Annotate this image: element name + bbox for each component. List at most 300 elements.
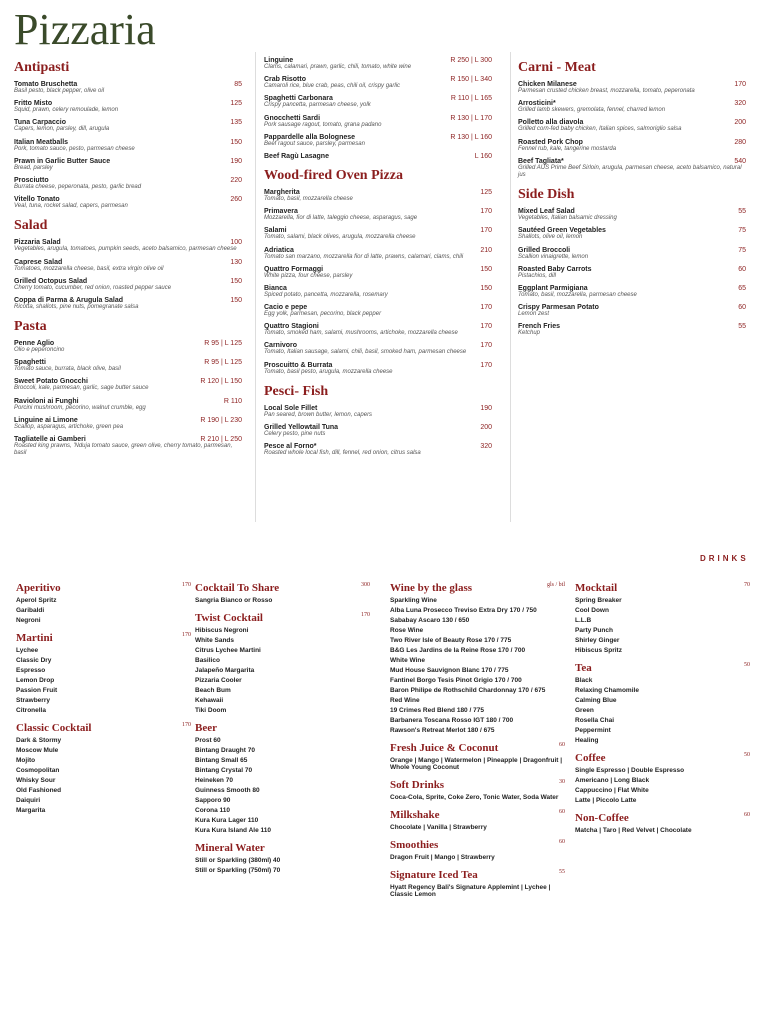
item-name: Primavera: [264, 208, 298, 216]
drink-item: Lemon Drop: [16, 677, 55, 684]
item-desc: Tomato, Italian sausage, salami, chili, basil, smoked ham, parmesan cheese: [264, 349, 467, 356]
item-name: Beef Tagliata*: [518, 157, 564, 165]
drink-item: Rawson's Retreat Merlot 180 / 675: [390, 727, 495, 734]
menu-item: [518, 227, 746, 234]
drink-item: Orange | Mango | Watermelon | Pineapple | Dragonfruit | Whole Young Coconut: [390, 757, 563, 771]
item-price: 125: [480, 188, 492, 196]
drink-item: Pizzaria Cooler: [195, 677, 242, 684]
item-price: 130: [230, 258, 242, 266]
item-name: Quattro Formaggi: [264, 265, 324, 273]
drink-item: Chocolate | Vanilla | Strawberry: [390, 824, 487, 831]
item-price: 150: [230, 138, 242, 146]
menu-item: [264, 227, 492, 234]
drink-item: Spring Breaker: [575, 597, 622, 604]
menu-item: [14, 340, 242, 347]
item-desc: Olio e peperoncino: [14, 347, 65, 354]
item-desc: Grilled AUS Prime Beef Sirloin, arugula, parmesan cheese, aceto balsamico, natural jus: [518, 164, 742, 178]
item-price: 170: [480, 361, 492, 369]
drink-item: Hibiscus Spritz: [575, 647, 622, 654]
drink-item: Barbanera Toscana Rosso IGT 180 / 700: [390, 717, 514, 724]
item-price: R 250 | L 300: [450, 57, 492, 64]
item-price: 210: [480, 246, 492, 254]
section-name: Coffee: [575, 752, 606, 764]
item-name: Prawn in Garlic Butter Sauce: [14, 157, 111, 165]
menu-item: [264, 443, 492, 450]
item-name: French Fries: [518, 323, 561, 331]
item-desc: Spiced potato, pancetta, mozzarella, rosemary: [264, 291, 388, 298]
drink-item: Cosmopolitan: [16, 767, 60, 774]
item-price: 85: [234, 81, 242, 88]
item-price: 135: [230, 119, 242, 127]
item-desc: Porcini mushroom, pecorino, walnut crumble, egg: [14, 404, 146, 411]
drinks-column-1: [16, 574, 191, 814]
item-desc: Ricotta, shallots, pine nuts, pomegranate salsa: [14, 303, 139, 310]
item-price: 200: [480, 424, 492, 431]
menu-item: [264, 189, 492, 196]
menu-item: [264, 304, 492, 311]
menu-item: [264, 95, 492, 102]
section-price: 50: [744, 752, 750, 758]
item-desc: Tomato sauce, burrata, black olive, basil: [14, 366, 121, 373]
drink-item: Rosella Chai: [575, 717, 615, 724]
drink-item: Sapporo 90: [195, 797, 231, 804]
section-title: [195, 582, 370, 594]
drink-item: Hyatt Regency Bali's Signature Applemint | Lychee | Classic Lemon: [390, 884, 551, 898]
item-name: Gnocchetti Sardi: [264, 114, 321, 122]
drink-item: Relaxing Chamomile: [575, 687, 639, 694]
section-name: Classic Cocktail: [16, 722, 92, 734]
menu-item: [14, 100, 242, 107]
item-price: 60: [738, 304, 746, 312]
item-name: Chicken Milanese: [518, 81, 577, 88]
section-title: [195, 842, 370, 854]
drink-item: Shirley Ginger: [575, 637, 620, 644]
item-price: R 130 | L 170: [450, 114, 492, 122]
drink-item: Americano | Long Black: [575, 777, 650, 784]
drink-item: Bintang Draught 70: [195, 747, 255, 754]
item-price: R 130 | L 160: [450, 133, 492, 141]
item-price: 150: [480, 284, 492, 292]
menu-item: [14, 139, 242, 146]
section-title: Carni - Meat: [518, 60, 596, 75]
menu-item: [264, 153, 492, 160]
drink-item: Party Punch: [575, 627, 613, 634]
item-price: 150: [230, 296, 242, 304]
menu-item: [518, 323, 746, 330]
section-price: 70: [744, 582, 750, 588]
section-title: [390, 742, 565, 754]
item-price: R 120 | L 150: [200, 378, 242, 386]
item-desc: Basil pesto, black pepper, olive oil: [14, 88, 105, 94]
section-name: Smoothies: [390, 839, 439, 851]
section-title: [575, 662, 750, 674]
section-title: [390, 779, 565, 791]
section-price: 30: [559, 779, 565, 785]
drink-item: Corona 110: [195, 807, 231, 814]
item-name: Tuna Carpaccio: [14, 119, 66, 127]
item-price: 170: [480, 323, 492, 331]
drink-item: Guinness Smooth 80: [195, 787, 260, 794]
section-name: Mineral Water: [195, 842, 265, 854]
section-title: [390, 582, 565, 594]
item-desc: Crispy pancetta, parmesan cheese, yolk: [264, 102, 371, 109]
section-title: [390, 869, 565, 881]
section-name: Signature Iced Tea: [390, 869, 478, 881]
item-price: 190: [480, 404, 492, 412]
item-name: Linguine: [264, 57, 294, 64]
section-name: Fresh Juice & Coconut: [390, 742, 499, 754]
item-name: Tagliatelle ai Gamberi: [14, 436, 86, 443]
item-name: Adriatica: [264, 246, 294, 254]
item-price: R 150 | L 340: [450, 76, 492, 84]
menu-item: [14, 81, 242, 88]
menu-item: [518, 208, 746, 215]
drink-item: Heineken 70: [195, 777, 233, 784]
item-price: 55: [738, 323, 746, 331]
item-desc: Roasted king prawns, 'Nduja tomato sauce, green olive, cherry tomato, parmesan, basil: [14, 443, 233, 457]
item-price: R 110 | L 165: [450, 95, 492, 103]
item-name: Prosciutto: [14, 176, 49, 184]
item-name: Grilled Yellowtail Tuna: [264, 424, 339, 431]
item-desc: Camaroli rice, blue crab, peas, chili oil, crispy garlic: [264, 83, 401, 90]
item-name: Crispy Parmesan Potato: [518, 304, 599, 312]
section-name: Beer: [195, 722, 217, 734]
drink-item: Single Espresso | Double Espresso: [575, 767, 685, 774]
menu-item: [14, 119, 242, 126]
item-price: 540: [734, 157, 746, 165]
menu-item: [518, 158, 746, 165]
drink-item: White Sands: [195, 637, 235, 644]
item-price: 170: [480, 208, 492, 216]
section-price: 300: [361, 582, 370, 588]
drink-item: Jalapeño Margarita: [195, 667, 255, 674]
section-title: [390, 839, 565, 851]
menu-item: [264, 424, 492, 431]
item-desc: Vegetables, Italian balsamic dressing: [518, 215, 617, 222]
drink-item: Whisky Sour: [16, 777, 56, 784]
item-price: R 110: [223, 397, 242, 405]
item-desc: Beef ragout sauce, parsley, parmesan: [264, 140, 365, 147]
item-price: 60: [738, 265, 746, 273]
item-desc: Bread, parsley: [14, 164, 53, 171]
drinks-column-2: [195, 574, 370, 874]
item-desc: Roasted whole local fish, dill, fennel, red onion, citrus salsa: [264, 450, 421, 457]
drink-item: Citrus Lychee Martini: [195, 647, 261, 654]
item-name: Spaghetti Carbonara: [264, 95, 333, 103]
item-price: 150: [230, 277, 242, 285]
item-price: 125: [230, 100, 242, 108]
section-title: [16, 722, 191, 734]
drink-item: Strawberry: [16, 697, 50, 704]
drink-item: Black: [575, 677, 593, 684]
item-desc: Tomato, salami, black olives, arugula, mozzarella cheese: [264, 234, 416, 241]
drink-item: White Wine: [390, 657, 425, 664]
item-price: L 160: [474, 152, 492, 160]
drink-item: Classic Dry: [16, 657, 52, 664]
item-desc: Grilled lamb skewers, gremolata, fennel, charred lemon: [518, 107, 666, 114]
section-price: 60: [559, 839, 565, 845]
drink-item: Sangria Bianco or Rosso: [195, 597, 273, 604]
drink-item: Espresso: [16, 667, 46, 674]
item-price: R 95 | L 125: [204, 359, 242, 367]
item-name: Italian Meatballs: [14, 138, 69, 146]
item-desc: Clams, calamari, prawn, garlic, chili, tomato, white wine: [264, 64, 412, 70]
drink-item: Kura Kura Island Ale 110: [195, 827, 271, 834]
drink-item: Still or Sparkling (380ml) 40: [195, 857, 281, 864]
item-price: 65: [738, 284, 746, 292]
item-price: 320: [480, 443, 492, 451]
menu-item: [14, 177, 242, 184]
item-name: Pappardelle alla Bolognese: [264, 133, 356, 141]
item-name: Sautéed Green Vegetables: [518, 227, 606, 235]
drink-item: Tiki Doom: [195, 707, 227, 714]
menu-item: [14, 278, 242, 285]
section-price: gls / btl: [546, 582, 565, 588]
item-name: Roasted Baby Carrots: [518, 265, 592, 273]
drink-item: Two River Isle of Beauty Rose 170 / 775: [390, 637, 512, 644]
section-price: 170: [182, 632, 191, 638]
menu-item: [264, 266, 492, 273]
item-name: Carnivoro: [264, 342, 298, 350]
drink-item: Healing: [575, 737, 599, 744]
menu-item: [264, 247, 492, 254]
menu-item: [264, 285, 492, 292]
section-title: [390, 809, 565, 821]
drink-item: 19 Crimes Red Blend 180 / 775: [390, 707, 484, 714]
item-desc: Pork, tomato sauce, pesto, parmesan cheese: [14, 145, 135, 152]
item-price: R 95 | L 125: [204, 340, 242, 348]
menu-item: [264, 134, 492, 141]
item-name: Cacio e pepe: [264, 304, 308, 312]
item-name: Grilled Broccoli: [518, 246, 571, 254]
drink-item: Green: [575, 707, 594, 714]
item-name: Salami: [264, 227, 287, 235]
item-price: 220: [230, 176, 242, 184]
drink-item: Fantinel Borgo Tesis Pinot Grigio 170 / 700: [390, 677, 522, 684]
item-name: Ravioloni ai Funghi: [14, 397, 79, 405]
item-price: 170: [480, 227, 492, 235]
menu-item: [14, 158, 242, 165]
menu-item: [518, 266, 746, 273]
item-desc: Squid, prawn, celery remoulade, lemon: [14, 107, 119, 114]
drink-item: Peppermint: [575, 727, 611, 734]
drink-item: Red Wine: [390, 697, 420, 704]
menu-item: [264, 76, 492, 83]
drink-item: Margarita: [16, 807, 46, 814]
item-name: Linguine ai Limone: [14, 416, 78, 424]
menu-item: [14, 359, 242, 366]
section-title: Antipasti: [14, 60, 70, 75]
item-desc: Tomato san marzano, mozzarella fior di latte, prawns, calamari, clams, chili: [264, 253, 464, 260]
section-title: Side Dish: [518, 187, 575, 203]
item-price: 280: [734, 138, 746, 146]
item-name: Arrosticini*: [518, 100, 556, 108]
menu-item: [264, 57, 492, 64]
item-desc: Tomatoes, mozzarella cheese, basil, extra virgin olive oil: [14, 265, 164, 272]
drink-item: Aperol Spritz: [16, 597, 57, 604]
drink-item: Dark & Stormy: [16, 737, 62, 744]
item-desc: Pan seared, brown butter, lemon, capers: [264, 411, 373, 418]
item-price: 100: [230, 239, 242, 247]
item-price: R 210 | L 250: [200, 436, 242, 443]
section-name: Twist Cocktail: [195, 612, 263, 624]
item-name: Quattro Stagioni: [264, 323, 319, 331]
item-name: Sweet Potato Gnocchi: [14, 378, 88, 386]
section-title: Wood-fired Oven Pizza: [264, 167, 403, 183]
item-desc: Egg yolk, parmesan, pecorino, black pepper: [264, 311, 382, 318]
drink-item: Old Fashioned: [16, 787, 62, 794]
item-name: Vitello Tonato: [14, 196, 60, 204]
drink-item: Passion Fruit: [16, 687, 58, 694]
drink-item: Garibaldi: [16, 607, 45, 614]
drink-item: L.L.B: [575, 617, 592, 624]
item-name: Pesce al Forno*: [264, 443, 317, 451]
item-name: Caprese Salad: [14, 258, 63, 266]
menu-item: [14, 196, 242, 203]
drinks-label: DRINKS: [700, 554, 749, 563]
drink-item: Bintang Crystal 70: [195, 767, 253, 774]
food-column-3: [518, 52, 746, 337]
section-price: 55: [559, 869, 565, 875]
drink-item: Rose Wine: [390, 627, 424, 634]
section-title: [195, 722, 370, 734]
item-desc: Grilled corn-fed baby chicken, Italian spices, salmoriglio salsa: [518, 126, 682, 133]
drink-item: B&G Les Jardins de la Reine Rose 170 / 700: [390, 647, 526, 654]
item-desc: Scallop, asparagus, artichoke, green pea: [14, 423, 124, 430]
item-name: Proscuitto & Burrata: [264, 361, 333, 369]
section-price: 170: [361, 612, 370, 618]
section-title: [16, 582, 191, 594]
drink-item: Negroni: [16, 617, 41, 624]
item-desc: Cherry tomato, cucumber, red onion, roasted pepper sauce: [14, 284, 172, 291]
section-title: Salad: [14, 218, 48, 234]
menu-item: [518, 81, 746, 88]
section-title: [575, 752, 750, 764]
menu-item: [264, 362, 492, 369]
section-title: Pesci- Fish: [264, 383, 329, 399]
item-desc: Pork sausage ragout, tomato, grana padano: [264, 121, 382, 128]
section-price: 170: [182, 582, 191, 588]
drink-item: Kehawaii: [195, 697, 224, 704]
section-name: Wine by the glass: [390, 582, 473, 594]
item-name: Grilled Octopus Salad: [14, 277, 88, 285]
section-title: [575, 582, 750, 594]
drink-item: Coca-Cola, Sprite, Coke Zero, Tonic Water, Soda Water: [390, 794, 559, 801]
item-name: Margherita: [264, 188, 300, 196]
menu-item: [264, 342, 492, 349]
item-desc: Tomato, smoked ham, salami, mushrooms, artichoke, mozzarella cheese: [264, 330, 458, 337]
item-desc: Tomato, basil, mozzarella, parmesan cheese: [518, 291, 637, 298]
menu-item: [264, 115, 492, 122]
item-price: 75: [738, 227, 746, 235]
item-desc: White pizza, four cheese, parsley: [264, 272, 353, 279]
drink-item: Baron Philipe de Rothschild Chardonnay 170 / 675: [390, 687, 546, 694]
menu-item: [518, 100, 746, 107]
menu-item: [14, 259, 242, 266]
drink-item: Lychee: [16, 647, 39, 654]
menu-item: [14, 378, 242, 385]
section-title: Pasta: [14, 319, 47, 335]
food-column-2: [264, 52, 492, 457]
item-name: Eggplant Parmigiana: [518, 284, 588, 292]
menu-item: [518, 247, 746, 254]
menu-item: [518, 139, 746, 146]
drink-item: Bintang Small 65: [195, 757, 248, 764]
item-name: Fritto Misto: [14, 100, 53, 108]
column-divider: [510, 52, 511, 522]
item-desc: Burrata cheese, peperonata, pesto, garlic bread: [14, 183, 142, 190]
drinks-column-3: [390, 574, 565, 898]
drink-item: Prost 60: [195, 737, 221, 744]
section-title: [575, 812, 750, 824]
item-name: Tomato Bruschetta: [14, 81, 78, 88]
section-name: Cocktail To Share: [195, 582, 280, 594]
food-column-1: [14, 52, 242, 457]
item-desc: Pistachios, dill: [518, 272, 557, 279]
item-name: Spaghetti: [14, 359, 46, 367]
item-desc: Lemon zest: [518, 311, 550, 318]
item-desc: Celery pesto, pine nuts: [264, 431, 326, 437]
section-name: Non-Coffee: [575, 812, 629, 824]
drink-item: Beach Bum: [195, 687, 231, 694]
item-desc: Ketchup: [518, 330, 541, 337]
item-price: 190: [230, 157, 242, 165]
drink-item: Latte | Piccolo Latte: [575, 797, 637, 804]
drink-item: Sparkling Wine: [390, 597, 437, 604]
section-name: Mocktail: [575, 582, 618, 594]
drink-item: Sababay Ascaro 130 / 650: [390, 617, 470, 624]
item-price: 170: [480, 342, 492, 350]
item-desc: Vegetables, arugula, tomatoes, pumpkin seeds, aceto balsamico, parmesan cheese: [14, 246, 237, 253]
section-price: 50: [744, 662, 750, 668]
drink-item: Cool Down: [575, 607, 609, 614]
drink-item: Daiquiri: [16, 797, 41, 804]
section-price: 170: [182, 722, 191, 728]
item-price: R 190 | L 230: [200, 416, 242, 424]
section-name: Milkshake: [390, 809, 440, 821]
section-title: [195, 612, 370, 624]
item-desc: Tomato, basil, mozzarella cheese: [264, 195, 353, 202]
item-price: 150: [480, 265, 492, 273]
drink-item: Alba Luna Prosecco Treviso Extra Dry 170 / 750: [390, 607, 537, 614]
item-price: 170: [734, 81, 746, 88]
item-desc: Veal, tuna, rocket salad, capers, parmesan: [14, 203, 128, 210]
menu-item: [14, 398, 242, 405]
item-name: Pizzaria Salad: [14, 239, 61, 247]
drinks-column-4: [575, 574, 750, 834]
drink-item: Still or Sparkling (750ml) 70: [195, 867, 281, 874]
item-name: Mixed Leaf Salad: [518, 208, 575, 216]
section-price: 60: [559, 809, 565, 815]
menu-item: [14, 297, 242, 304]
column-divider: [255, 52, 256, 522]
item-name: Coppa di Parma & Arugula Salad: [14, 296, 124, 304]
item-desc: Tomato, basil pesto, arugula, mozzarella cheese: [264, 368, 393, 375]
menu-item: [264, 208, 492, 215]
drink-item: Hibiscus Negroni: [195, 627, 249, 634]
section-price: 60: [559, 742, 565, 748]
section-name: Soft Drinks: [390, 779, 445, 791]
menu-item: [518, 285, 746, 292]
item-desc: Broccoli, kale, parmesan, garlic, sage butter sauce: [14, 385, 149, 392]
item-desc: Mozzarella, fior di latte, taleggio cheese, asparagus, sage: [264, 215, 418, 222]
menu-item: [264, 323, 492, 330]
item-price: 75: [738, 246, 746, 254]
item-desc: Scallion vinaigrette, lemon: [518, 253, 589, 260]
item-price: 260: [230, 196, 242, 204]
item-name: Penne Aglio: [14, 340, 55, 348]
item-desc: Shallots, olive oil, lemon: [518, 234, 583, 241]
